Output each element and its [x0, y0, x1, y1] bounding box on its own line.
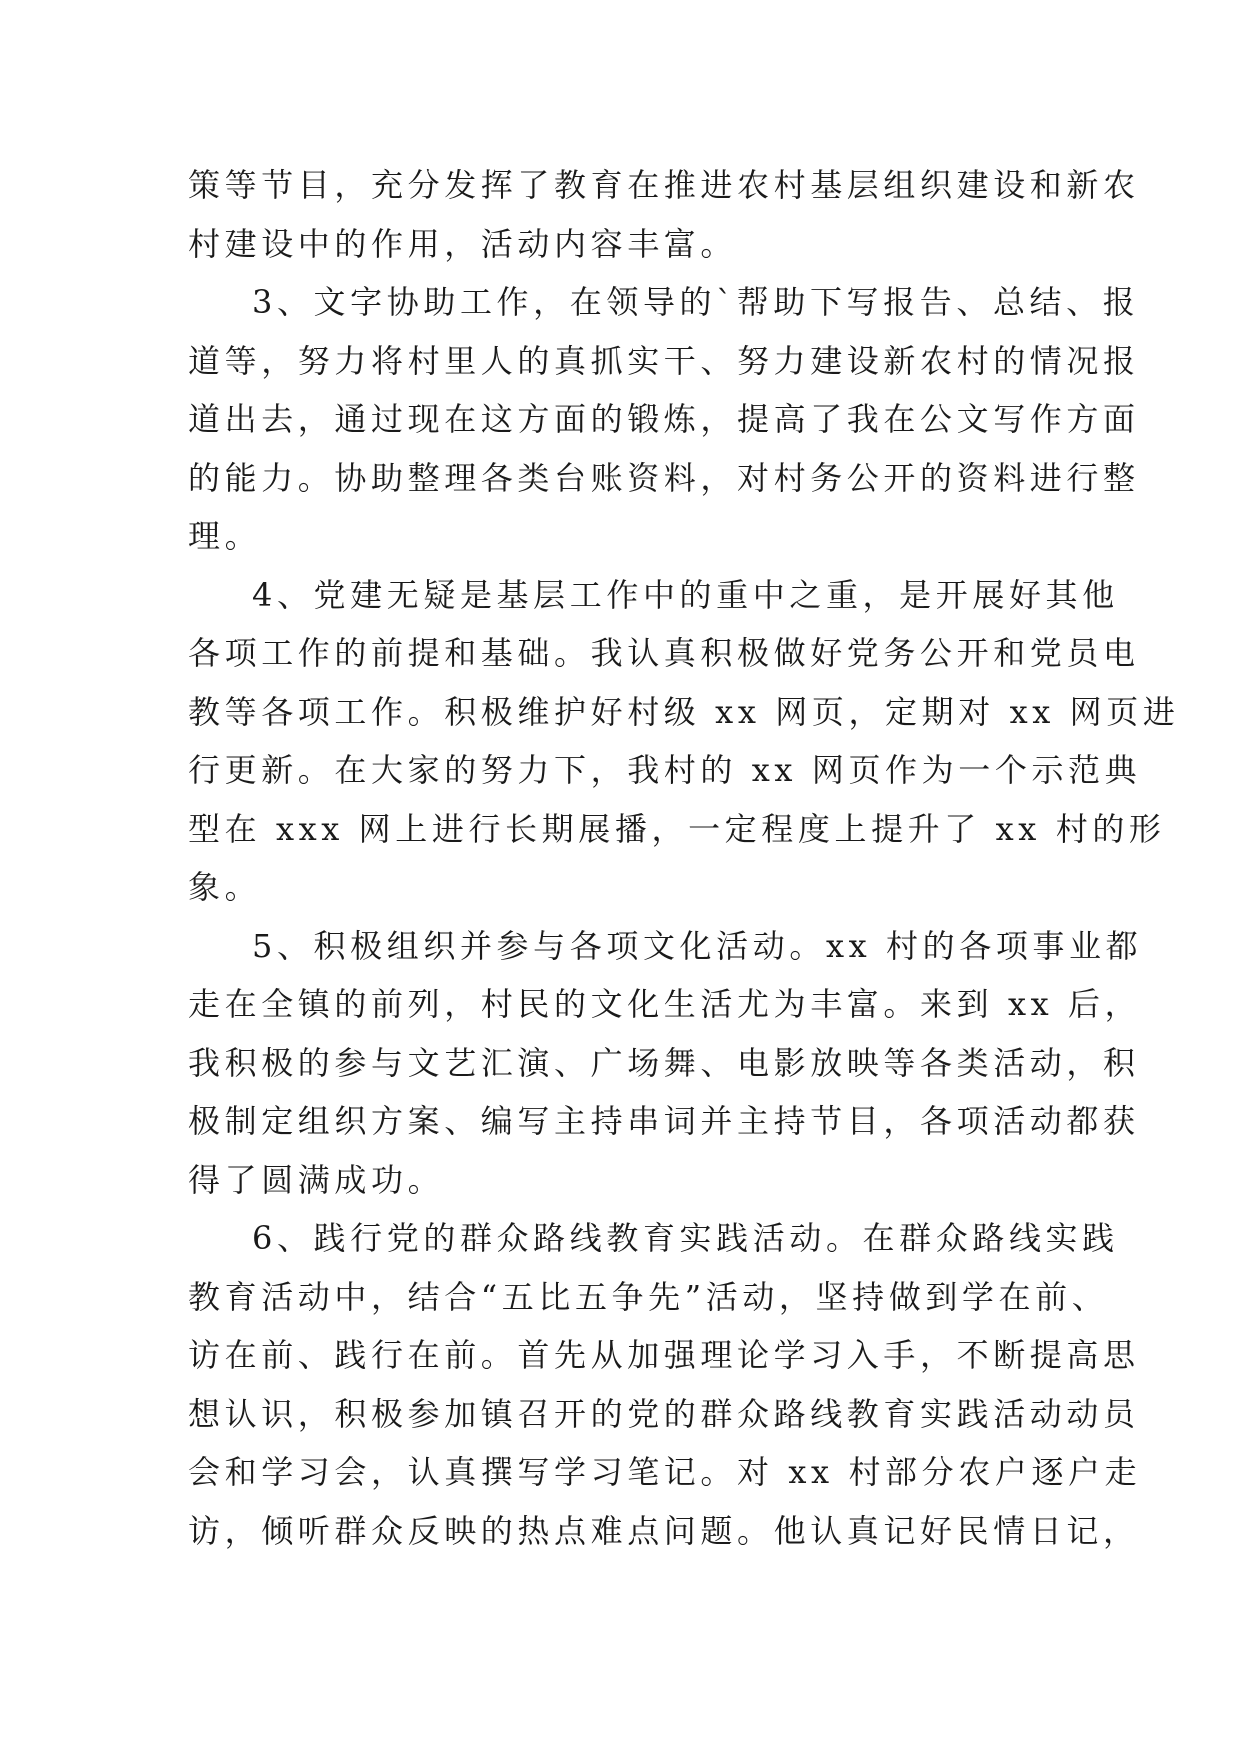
text-line: 象。 [188, 868, 262, 906]
text-line: 行更新。在大家的努力下，我村的 xx 网页作为一个示范典 [188, 751, 1142, 789]
text-line: 我积极的参与文艺汇演、广场舞、电影放映等各类活动，积 [188, 1043, 1140, 1082]
paragraph-item-3 [188, 273, 1140, 566]
text-line: 想认识，积极参加镇召开的党的群众路线教育实践活动动员 [188, 1394, 1140, 1433]
text-line: 走在全镇的前列，村民的文化生活尤为丰富。来到 xx 后， [188, 985, 1142, 1023]
text-line: 的能力。协助整理各类台账资料，对村务公开的资料进行整 [188, 458, 1140, 497]
text-line: 各项工作的前提和基础。我认真积极做好党务公开和党员电 [188, 634, 1140, 672]
paragraph-item-6 [188, 1209, 1142, 1560]
text-line: 访，倾听群众反映的热点难点问题。他认真记好民情日记， [188, 1511, 1140, 1550]
text-line: 道出去，通过现在这方面的锻炼，提高了我在公文写作方面 [188, 400, 1140, 438]
text-line: 村建设中的作用，活动内容丰富。 [188, 224, 738, 263]
text-line: 教等各项工作。积极维护好村级 xx 网页，定期对 xx 网页进 [188, 692, 1180, 731]
paragraph-continuation [188, 156, 1140, 273]
paragraph-item-5 [188, 917, 1143, 1210]
document-body [188, 156, 1180, 1560]
text-line: 型在 xxx 网上进行长期展播，一定程度上提升了 xx 村的形 [188, 809, 1166, 848]
text-line: 5、积极组织并参与各项文化活动。xx 村的各项事业都 [252, 926, 1143, 965]
text-line: 6、践行党的群众路线教育实践活动。在群众路线实践 [252, 1219, 1119, 1257]
text-line: 策等节目，充分发挥了教育在推进农村基层组织建设和新农 [188, 166, 1140, 204]
paragraph-item-4 [188, 566, 1180, 917]
text-line: 会和学习会，认真撰写学习笔记。对 xx 村部分农户逐户走 [188, 1453, 1142, 1491]
text-line: 4、党建无疑是基层工作中的重中之重，是开展好其他 [252, 575, 1119, 614]
text-line: 极制定组织方案、编写主持串词并主持节目，各项活动都获 [188, 1102, 1140, 1140]
text-line: 访在前、践行在前。首先从加强理论学习入手，不断提高思 [188, 1336, 1140, 1374]
text-line: 道等，努力将村里人的真抓实干、努力建设新农村的情况报 [188, 341, 1140, 380]
text-line: 教育活动中，结合“五比五争先”活动，坚持做到学在前、 [188, 1277, 1109, 1316]
text-line: 理。 [188, 517, 262, 555]
text-line: 得了圆满成功。 [188, 1160, 445, 1199]
text-line: 3、文字协助工作，在领导的`帮助下写报告、总结、报 [252, 283, 1140, 321]
